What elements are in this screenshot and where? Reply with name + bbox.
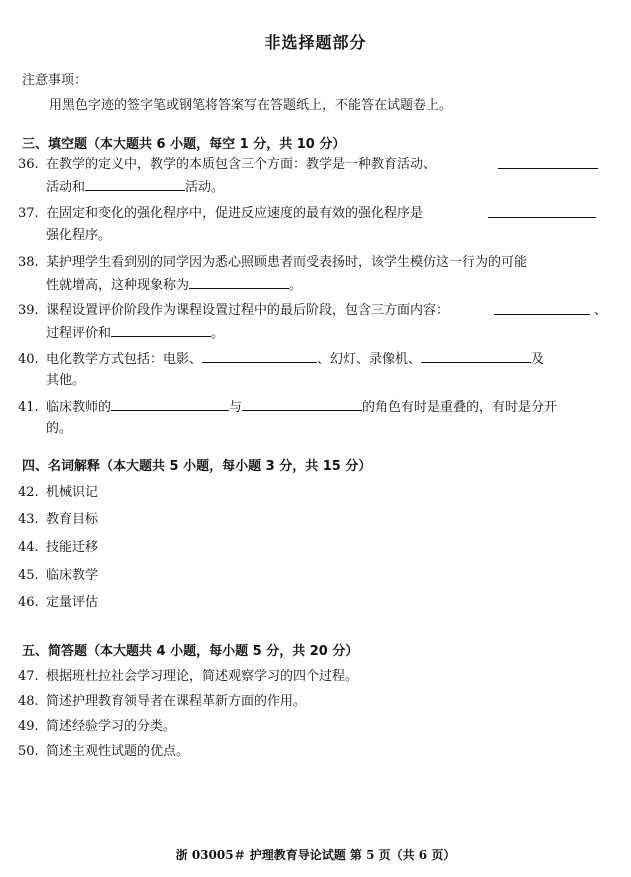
question-text: 临床教学: [46, 568, 99, 583]
answer-blank[interactable]: [494, 300, 590, 315]
notice-text: 用黑色字迹的签字笔或钢笔将答案写在答题纸上，不能答在试题卷上。: [49, 98, 453, 113]
question-44: [18, 537, 610, 559]
question-text: 。: [211, 326, 225, 341]
question-number: 45.: [18, 568, 39, 583]
page-title: 非选择题部分: [264, 33, 367, 52]
question-46: [18, 592, 610, 614]
question-text: 简述主观性试题的优点。: [46, 744, 190, 759]
question-number: 50.: [18, 744, 39, 759]
question-text: 。: [289, 278, 303, 293]
answer-blank[interactable]: [498, 154, 598, 169]
question-text: 在教学的定义中，教学的本质包含三个方面：教学是一种教育活动、: [46, 157, 437, 172]
question-48: [18, 691, 610, 713]
answer-blank[interactable]: [421, 348, 531, 363]
question-text: 技能迁移: [46, 540, 99, 555]
question-38: [18, 252, 610, 296]
question-number: 43.: [18, 512, 39, 527]
question-number: 41.: [18, 400, 39, 415]
question-text: 定量评估: [46, 595, 99, 610]
answer-blank[interactable]: [111, 322, 211, 337]
question-text: 、: [594, 303, 608, 318]
question-50: [18, 741, 610, 763]
answer-blank[interactable]: [189, 274, 289, 289]
question-text: 简述护理教育领导者在课程革新方面的作用。: [46, 694, 307, 709]
answer-blank[interactable]: [242, 396, 362, 411]
answer-blank[interactable]: [202, 348, 317, 363]
question-text: 的。: [46, 421, 73, 436]
question-number: 46.: [18, 595, 39, 610]
question-text: 强化程序。: [46, 228, 112, 243]
question-number: 42.: [18, 485, 39, 500]
question-40: [18, 348, 610, 392]
question-36: [18, 154, 610, 198]
question-text: 活动。: [185, 180, 225, 195]
section-heading-fill-blank: 三、填空题（本大题共 6 小题，每空 1 分，共 10 分）: [22, 137, 346, 152]
question-text: 与: [229, 400, 243, 415]
question-number: 40.: [18, 352, 39, 367]
question-number: 48.: [18, 694, 39, 709]
question-text: 课程设置评价阶段作为课程设置过程中的最后阶段，包含三方面内容：: [46, 303, 450, 318]
question-text: 及: [531, 352, 545, 367]
question-number: 39.: [18, 303, 39, 318]
question-text: 机械识记: [46, 485, 99, 500]
question-number: 36.: [18, 157, 39, 172]
question-text: 性就增高，这种现象称为: [46, 278, 190, 293]
question-41: [18, 396, 610, 440]
page-footer: 浙 03005＃ 护理教育导论试题 第 5 页（共 6 页）: [175, 848, 456, 862]
question-text: 简述经验学习的分类。: [46, 719, 177, 734]
question-number: 44.: [18, 540, 39, 555]
question-37: [18, 203, 610, 247]
question-43: [18, 509, 610, 531]
question-number: 38.: [18, 255, 39, 270]
answer-blank[interactable]: [85, 176, 185, 191]
question-number: 49.: [18, 719, 39, 734]
question-text: 过程评价和: [46, 326, 112, 341]
answer-blank[interactable]: [111, 396, 229, 411]
question-text: 教育目标: [46, 512, 99, 527]
question-45: [18, 565, 610, 587]
question-number: 47.: [18, 669, 39, 684]
question-text: 其他。: [46, 373, 86, 388]
question-47: [18, 666, 610, 688]
question-text: 的角色有时是重叠的，有时是分开: [362, 400, 558, 415]
question-39: [18, 300, 610, 344]
question-number: 37.: [18, 206, 39, 221]
notice-label: 注意事项：: [22, 73, 88, 88]
question-text: 根据班杜拉社会学习理论，简述观察学习的四个过程。: [46, 669, 359, 684]
question-42: [18, 482, 610, 504]
question-text: 、幻灯、录像机、: [317, 352, 422, 367]
question-text: 在固定和变化的强化程序中，促进反应速度的最有效的强化程序是: [46, 206, 424, 221]
section-heading-short-answer: 五、简答题（本大题共 4 小题，每小题 5 分，共 20 分）: [22, 644, 359, 659]
question-text: 电化教学方式包括：电影、: [46, 352, 203, 367]
question-text: 某护理学生看到别的同学因为悉心照顾患者而受表扬时，该学生模仿这一行为的可能: [46, 255, 528, 270]
question-49: [18, 716, 610, 738]
answer-blank[interactable]: [488, 203, 596, 218]
section-heading-definitions: 四、名词解释（本大题共 5 小题，每小题 3 分，共 15 分）: [22, 459, 372, 474]
question-text: 临床教师的: [46, 400, 112, 415]
question-text: 活动和: [46, 180, 86, 195]
